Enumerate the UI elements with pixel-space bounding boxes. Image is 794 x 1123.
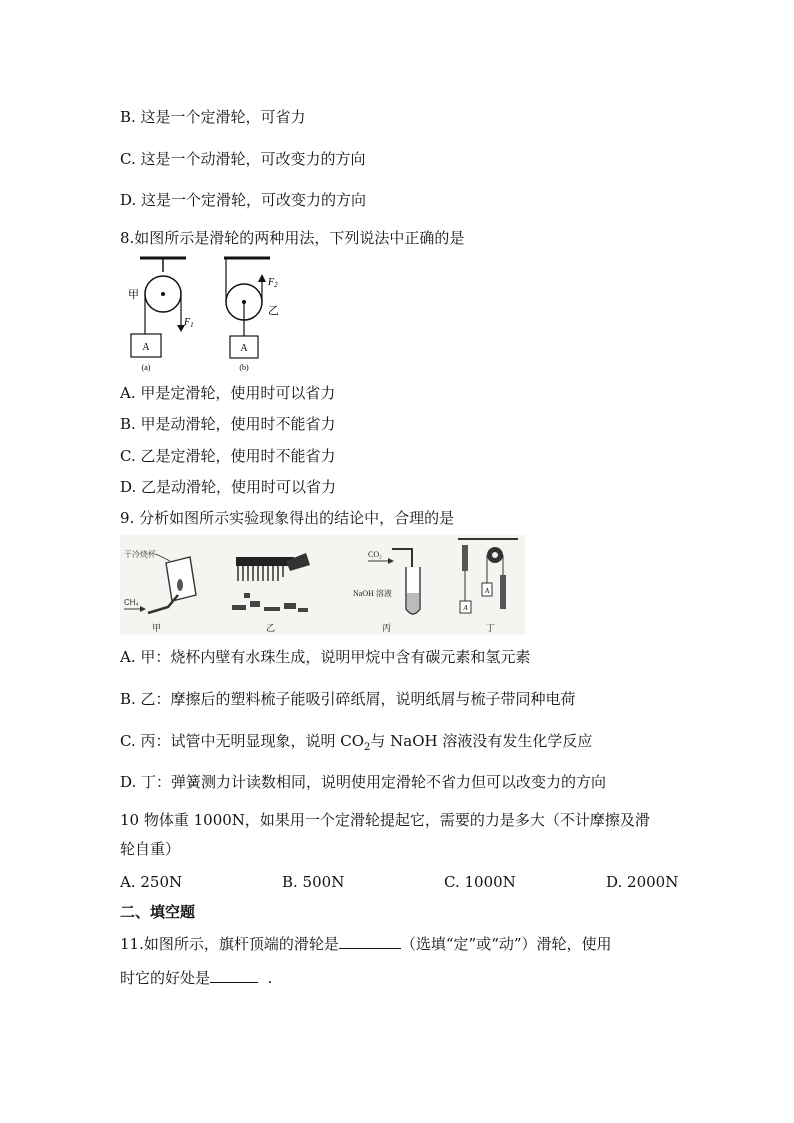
q8-option-b: B. 甲是动滑轮，使用时不能省力 xyxy=(120,415,336,433)
q10-option-d: D. 2000N xyxy=(606,873,679,891)
q9-caption-ding: 丁 xyxy=(486,624,496,634)
q11-blank-1[interactable] xyxy=(339,934,401,949)
q8-pulley-figure xyxy=(120,252,285,374)
q8-option-a: A. 甲是定滑轮，使用时可以省力 xyxy=(120,384,336,402)
q9-option-c: C. 丙：试管中无明显现象，说明 $CO_2$与 NaOH 溶液没有发生化学反应 xyxy=(120,732,593,753)
q9-block-label-left: A xyxy=(463,604,468,612)
q9-stem: 9. 分析如图所示实验现象得出的结论中，合理的是 xyxy=(120,509,455,527)
q9-co2-label: CO₂ xyxy=(368,550,382,559)
q11-line2: 时它的好处是 . xyxy=(120,969,273,987)
q10-stem-line1: 10 物体重 1000N，如果用一个定滑轮提起它，需要的力是多大（不计摩擦及滑 xyxy=(120,811,650,829)
q8-label-f2: $F_2$ xyxy=(268,277,278,289)
q10-stem-line2: 轮自重） xyxy=(120,840,181,858)
q9-naoh-label: NaOH 溶液 xyxy=(353,589,392,598)
q9-spring-scale-right xyxy=(500,575,506,609)
q9-caption-yi: 乙 xyxy=(266,624,276,634)
q7-option-d: D. 这是一个定滑轮，可改变力的方向 xyxy=(120,191,367,209)
q9-option-a: A. 甲：烧杯内壁有水珠生成，说明甲烷中含有碳元素和氢元素 xyxy=(120,648,531,666)
q11-line1: 11.如图所示，旗杆顶端的滑轮是 （选填“定”或“动”）滑轮，使用 xyxy=(120,935,612,953)
q9-caption-jia: 甲 xyxy=(152,624,162,634)
q8-block-label-b: A xyxy=(240,343,248,354)
q9-ch4-label: CH₄ xyxy=(124,598,139,607)
q10-option-c: C. 1000N xyxy=(444,873,516,891)
q8-caption-b: (b) xyxy=(239,363,249,372)
q9-beaker-label: 干冷烧杯 xyxy=(124,550,156,559)
q8-label-jia: 甲 xyxy=(128,288,139,301)
q10-option-b: B. 500N xyxy=(282,873,345,891)
q7-option-c: C. 这是一个动滑轮，可改变力的方向 xyxy=(120,150,366,168)
q8-option-c: C. 乙是定滑轮，使用时不能省力 xyxy=(120,447,336,465)
q8-block-label-a: A xyxy=(142,342,150,353)
q9-block-label-mid: A xyxy=(484,587,490,595)
q8-label-yi: 乙 xyxy=(268,304,279,317)
q9-caption-bing: 丙 xyxy=(382,624,392,634)
q8-caption-a: (a) xyxy=(141,363,151,372)
q9-option-d: D. 丁：弹簧测力计读数相同，说明使用定滑轮不省力但可以改变力的方向 xyxy=(120,773,607,791)
q8-label-f1: $F_1$ xyxy=(184,317,194,329)
q9-experiment-figure xyxy=(120,535,525,635)
section-title: 二、填空题 xyxy=(120,903,196,921)
q11-blank-2[interactable] xyxy=(210,968,258,983)
q10-option-a: A. 250N xyxy=(120,873,183,891)
q9-option-b: B. 乙：摩擦后的塑料梳子能吸引碎纸屑，说明纸屑与梳子带同种电荷 xyxy=(120,690,576,708)
q8-stem: 8.如图所示是滑轮的两种用法，下列说法中正确的是 xyxy=(120,229,465,247)
q9-spring-scale-left xyxy=(462,545,468,571)
q7-option-b: B. 这是一个定滑轮，可省力 xyxy=(120,108,306,126)
q9-comb xyxy=(236,557,294,566)
q9-beaker xyxy=(166,557,196,601)
q8-option-d: D. 乙是动滑轮，使用时可以省力 xyxy=(120,478,337,496)
